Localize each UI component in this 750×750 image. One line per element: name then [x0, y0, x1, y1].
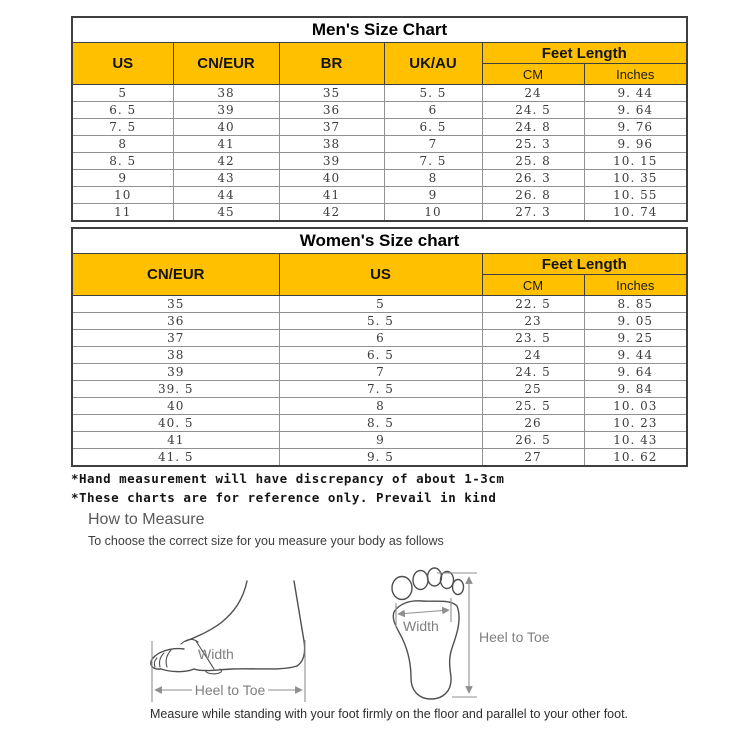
col-header-us: US [279, 254, 482, 296]
size-cell: 8 [279, 398, 482, 415]
womens-table-body [72, 296, 687, 467]
size-cell: 25. 3 [482, 136, 584, 153]
size-cell: 9 [279, 432, 482, 449]
col-header-uk-au: UK/AU [384, 43, 482, 85]
size-cell: 26. 5 [482, 432, 584, 449]
table-row [72, 102, 687, 119]
footnote-line: *Hand measurement will have discrepancy of about 1-3cm [71, 471, 505, 486]
size-cell: 9. 44 [584, 85, 687, 102]
size-cell: 38 [173, 85, 279, 102]
table-row [72, 347, 687, 364]
sole-view-width-label: Width [403, 618, 439, 634]
table-row [72, 330, 687, 347]
size-cell: 10. 55 [584, 187, 687, 204]
mens-size-table [71, 16, 688, 222]
size-cell: 10 [72, 187, 173, 204]
table-row [72, 364, 687, 381]
table-row [72, 85, 687, 102]
foot-sole-view-illustration [392, 568, 550, 699]
size-cell: 38 [279, 136, 384, 153]
size-cell: 5 [279, 296, 482, 313]
size-cell: 10. 43 [584, 432, 687, 449]
col-header-cm: CM [482, 64, 584, 85]
size-cell: 9. 76 [584, 119, 687, 136]
size-cell: 23 [482, 313, 584, 330]
size-cell: 9. 5 [279, 449, 482, 467]
womens-table-header [72, 228, 687, 296]
col-header-br: BR [279, 43, 384, 85]
size-cell: 42 [279, 204, 384, 222]
size-cell: 9 [72, 170, 173, 187]
size-cell: 23. 5 [482, 330, 584, 347]
mens-table-header [72, 17, 687, 85]
size-cell: 8. 5 [279, 415, 482, 432]
size-cell: 41 [279, 187, 384, 204]
chart-footnotes [71, 469, 504, 507]
size-cell: 10. 23 [584, 415, 687, 432]
size-cell: 24 [482, 347, 584, 364]
col-header-us: US [72, 43, 173, 85]
size-cell: 39 [72, 364, 279, 381]
size-cell: 37 [72, 330, 279, 347]
table-row [72, 398, 687, 415]
size-cell: 27. 3 [482, 204, 584, 222]
size-cell: 37 [279, 119, 384, 136]
table-row [72, 415, 687, 432]
col-header-inches: Inches [584, 275, 687, 296]
size-cell: 8 [72, 136, 173, 153]
size-cell: 38 [72, 347, 279, 364]
size-cell: 10. 62 [584, 449, 687, 467]
size-cell: 25. 8 [482, 153, 584, 170]
col-header-feet-length: Feet Length [482, 43, 687, 64]
size-cell: 27 [482, 449, 584, 467]
size-cell: 40. 5 [72, 415, 279, 432]
size-cell: 26. 8 [482, 187, 584, 204]
width-arrow [398, 610, 449, 614]
size-cell: 24 [482, 85, 584, 102]
size-cell: 7. 5 [72, 119, 173, 136]
size-cell: 40 [173, 119, 279, 136]
size-cell: 9. 25 [584, 330, 687, 347]
size-cell: 7. 5 [384, 153, 482, 170]
size-cell: 10 [384, 204, 482, 222]
table-row [72, 204, 687, 222]
table-row [72, 296, 687, 313]
size-cell: 6. 5 [72, 102, 173, 119]
how-to-measure-heading: How to Measure [88, 511, 205, 528]
womens-table-title: Women's Size chart [72, 228, 687, 254]
size-cell: 9. 44 [584, 347, 687, 364]
side-view-heel-to-toe-label: Heel to Toe [194, 682, 266, 698]
size-cell: 10. 03 [584, 398, 687, 415]
col-header-feet-length: Feet Length [482, 254, 687, 275]
size-cell: 7. 5 [279, 381, 482, 398]
foot-side-view-illustration [151, 581, 305, 702]
size-cell: 24. 5 [482, 364, 584, 381]
size-cell: 25 [482, 381, 584, 398]
size-cell: 41 [173, 136, 279, 153]
size-cell: 5 [72, 85, 173, 102]
col-header-inches: Inches [584, 64, 687, 85]
size-cell: 39 [279, 153, 384, 170]
size-cell: 41. 5 [72, 449, 279, 467]
size-cell: 36 [72, 313, 279, 330]
size-cell: 44 [173, 187, 279, 204]
size-cell: 24. 8 [482, 119, 584, 136]
size-cell: 9. 64 [584, 102, 687, 119]
measure-caption: Measure while standing with your foot firmly on the floor and parallel to your other foot. [150, 707, 629, 721]
size-cell: 9 [384, 187, 482, 204]
size-cell: 9. 64 [584, 364, 687, 381]
size-cell: 7 [279, 364, 482, 381]
size-cell: 40 [72, 398, 279, 415]
table-row [72, 432, 687, 449]
col-header-cn-eur: CN/EUR [173, 43, 279, 85]
size-cell: 26 [482, 415, 584, 432]
size-cell: 9. 84 [584, 381, 687, 398]
table-row [72, 381, 687, 398]
size-cell: 35 [279, 85, 384, 102]
size-cell: 25. 5 [482, 398, 584, 415]
size-cell: 41 [72, 432, 279, 449]
sole-view-heel-to-toe-label: Heel to Toe [479, 629, 550, 645]
col-header-cm: CM [482, 275, 584, 296]
measurement-diagrams [0, 558, 750, 708]
size-cell: 6 [384, 102, 482, 119]
size-cell: 11 [72, 204, 173, 222]
size-cell: 5. 5 [279, 313, 482, 330]
size-cell: 10. 35 [584, 170, 687, 187]
mens-table-body [72, 85, 687, 222]
size-cell: 10. 74 [584, 204, 687, 222]
side-view-width-label: Width [198, 646, 234, 662]
size-cell: 26. 3 [482, 170, 584, 187]
size-cell: 39 [173, 102, 279, 119]
size-cell: 39. 5 [72, 381, 279, 398]
table-row [72, 187, 687, 204]
size-cell: 24. 5 [482, 102, 584, 119]
size-cell: 5. 5 [384, 85, 482, 102]
table-row [72, 119, 687, 136]
footnote-line: *These charts are for reference only. Prevail in kind [71, 490, 497, 505]
size-cell: 6 [279, 330, 482, 347]
table-row [72, 313, 687, 330]
size-cell: 40 [279, 170, 384, 187]
size-cell: 8. 5 [72, 153, 173, 170]
womens-size-table [71, 227, 688, 467]
size-cell: 8 [384, 170, 482, 187]
table-row [72, 136, 687, 153]
how-to-measure-subtitle: To choose the correct size for you measure your body as follows [88, 534, 444, 548]
size-cell: 9. 96 [584, 136, 687, 153]
table-row [72, 153, 687, 170]
size-cell: 6. 5 [279, 347, 482, 364]
size-cell: 45 [173, 204, 279, 222]
col-header-cn-eur: CN/EUR [72, 254, 279, 296]
size-cell: 42 [173, 153, 279, 170]
size-cell: 7 [384, 136, 482, 153]
size-cell: 22. 5 [482, 296, 584, 313]
size-cell: 10. 15 [584, 153, 687, 170]
size-cell: 6. 5 [384, 119, 482, 136]
size-cell: 36 [279, 102, 384, 119]
size-cell: 43 [173, 170, 279, 187]
mens-table-title: Men's Size Chart [72, 17, 687, 43]
size-cell: 9. 05 [584, 313, 687, 330]
table-row [72, 170, 687, 187]
size-cell: 8. 85 [584, 296, 687, 313]
size-cell: 35 [72, 296, 279, 313]
table-row [72, 449, 687, 467]
